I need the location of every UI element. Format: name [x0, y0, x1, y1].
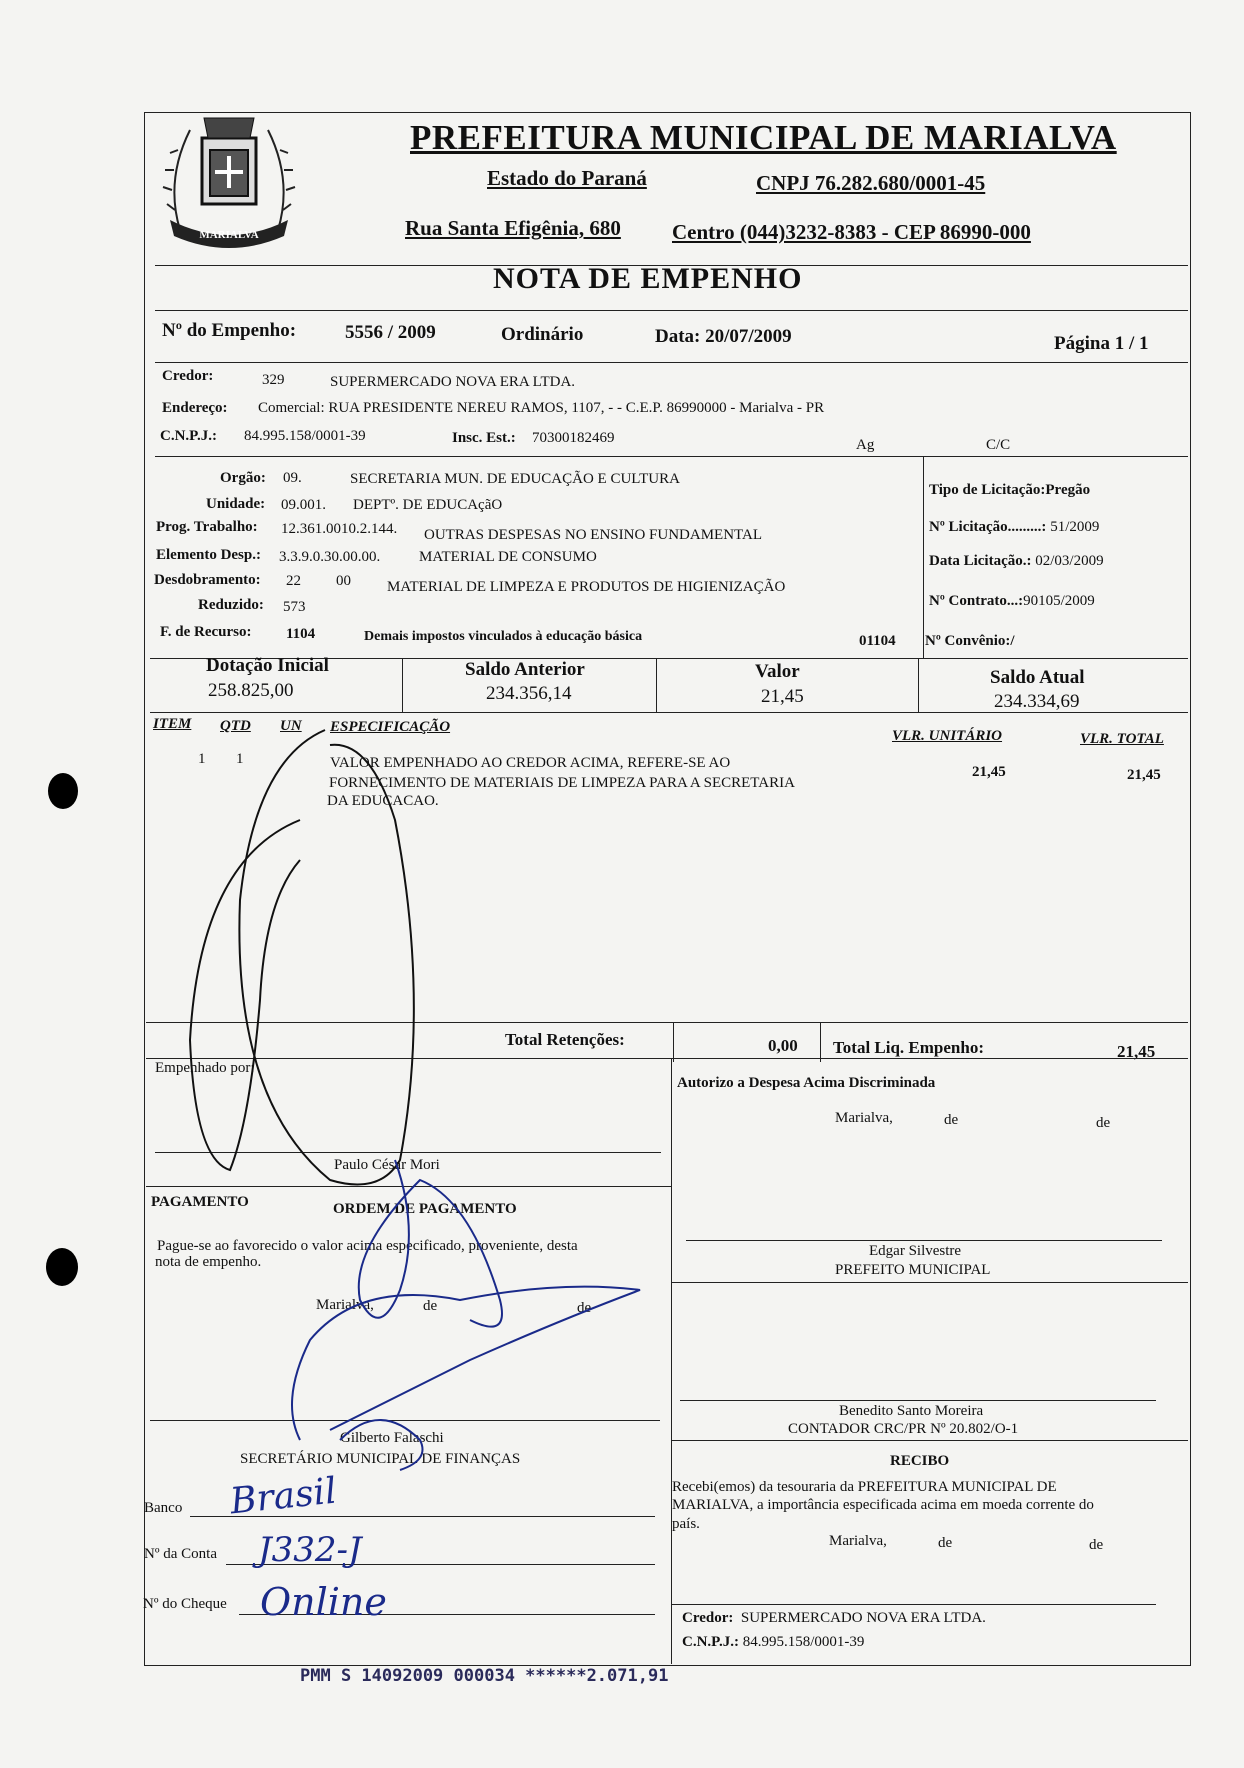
credor-label: Credor: [162, 368, 214, 384]
licitacao-tipo: Tipo de Licitação:Pregão [929, 482, 1091, 498]
page-title: PREFEITURA MUNICIPAL DE MARIALVA [410, 118, 1117, 157]
desdob-code: 22 [286, 573, 301, 589]
saldo-atual-value: 234.334,69 [994, 691, 1080, 712]
row-total: 21,45 [1127, 767, 1161, 783]
empenho-date: Data: 20/07/2009 [655, 326, 792, 347]
col-item: ITEM [153, 716, 192, 732]
prog-label: Prog. Trabalho: [156, 519, 258, 535]
header-address: Centro (044)3232-8383 - CEP 86990-000 [672, 220, 1031, 244]
liquido-value: 21,45 [1117, 1042, 1156, 1061]
cheque-handwriting: Online [260, 1580, 387, 1624]
row-desc-1: VALOR EMPENHADO AO CREDOR ACIMA, REFERE-SE AO [330, 755, 731, 771]
footer-code: PMM S 14092009 000034 ******2.071,91 [300, 1666, 669, 1686]
insc-value: 70300182469 [532, 430, 615, 446]
pagamento-de-1: de [423, 1298, 438, 1314]
col-un: UN [280, 718, 302, 734]
recibo-texto-2: MARIALVA, a importância especificada acima em moeda corrente do [672, 1497, 1094, 1513]
desdob-name: MATERIAL DE LIMPEZA E PRODUTOS DE HIGIENIZAÇÃO [387, 579, 786, 595]
autorizo-de-1: de [944, 1112, 959, 1128]
autorizo-title: Autorizo a Despesa Acima Discriminada [677, 1075, 936, 1091]
licitacao-convenio: Nº Convênio:/ [925, 633, 1015, 649]
col-vlr-total: VLR. TOTAL [1080, 731, 1164, 747]
autorizo-de-2: de [1096, 1115, 1111, 1131]
valor-label: Valor [755, 661, 800, 682]
dotacao-label: Dotação Inicial [206, 655, 329, 676]
header-cnpj: CNPJ 76.282.680/0001-45 [756, 171, 986, 195]
valor-value: 21,45 [761, 686, 804, 707]
pagamento-texto-1: Pague-se ao favorecido o valor acima especificado, proveniente, desta [157, 1238, 578, 1254]
insc-label: Insc. Est.: [452, 430, 516, 446]
recurso-name: Demais impostos vinculados à educação básica [364, 629, 643, 644]
recibo-cnpj-label: C.N.P.J.: [682, 1634, 739, 1650]
empenho-label: Nº do Empenho: [162, 320, 297, 341]
row-qtd: 1 [236, 751, 244, 767]
state-name: Estado do Paraná [487, 166, 647, 190]
col-espec: ESPECIFICAÇÃO [330, 719, 451, 735]
empenho-type: Ordinário [501, 324, 584, 345]
ag-label: Ag [856, 437, 875, 453]
empenho-number: 5556 / 2009 [345, 322, 436, 343]
cc-label: C/C [986, 437, 1011, 453]
recurso-num: 01104 [859, 633, 896, 649]
retencoes-value: 0,00 [768, 1036, 798, 1055]
credor-name: SUPERMERCADO NOVA ERA LTDA. [330, 374, 576, 390]
saldo-anterior-label: Saldo Anterior [465, 659, 585, 680]
recibo-credor-name: SUPERMERCADO NOVA ERA LTDA. [740, 1610, 986, 1626]
recurso-label: F. de Recurso: [160, 624, 252, 640]
recibo-texto-3: país. [672, 1516, 700, 1532]
orgao-name: SECRETARIA MUN. DE EDUCAÇÃO E CULTURA [350, 471, 680, 487]
empenhado-por-label: Empenhado por: [155, 1060, 255, 1076]
header-street: Rua Santa Efigênia, 680 [405, 216, 621, 240]
saldo-anterior-value: 234.356,14 [486, 683, 572, 704]
autorizo-local: Marialva, [835, 1110, 893, 1126]
licitacao-numero-label: Nº Licitação.........: [929, 519, 1047, 535]
row-item: 1 [198, 751, 206, 767]
orgao-code: 09. [283, 470, 302, 486]
document-title: NOTA DE EMPENHO [493, 262, 803, 295]
pagamento-texto-2: nota de empenho. [155, 1254, 262, 1270]
recibo-de-2: de [1089, 1537, 1104, 1553]
row-desc-3: DA EDUCACAO. [327, 793, 439, 809]
empenhado-por-nome: Paulo César Mori [334, 1157, 440, 1173]
recibo-title: RECIBO [890, 1453, 950, 1469]
conta-label: Nº da Conta [144, 1546, 217, 1562]
credor-cnpj: 84.995.158/0001-39 [244, 428, 366, 444]
recurso-code: 1104 [286, 626, 316, 642]
saldo-atual-label: Saldo Atual [990, 667, 1085, 688]
dotacao-value: 258.825,00 [208, 680, 294, 701]
recibo-texto-1: Recebi(emos) da tesouraria da PREFEITURA MUNICIPAL DE [672, 1479, 1057, 1495]
recibo-local: Marialva, [829, 1533, 887, 1549]
elemento-name: MATERIAL DE CONSUMO [419, 549, 597, 565]
ordem-pagamento: ORDEM DE PAGAMENTO [333, 1201, 517, 1217]
credor-code: 329 [262, 372, 285, 388]
row-unit: 21,45 [972, 764, 1006, 780]
unidade-code: 09.001. [281, 497, 326, 513]
banco-handwriting: Brasil [228, 1470, 339, 1523]
address-label: Endereço: [162, 400, 228, 416]
contrato-label: Nº Contrato...: [929, 593, 1024, 609]
empenho-page: Página 1 / 1 [1054, 333, 1149, 354]
recibo-credor-label: Credor: [682, 1610, 734, 1626]
cheque-label: Nº do Cheque [143, 1596, 227, 1612]
licitacao-data-label: Data Licitação.: [929, 553, 1032, 569]
retencoes-label: Total Retenções: [505, 1030, 625, 1049]
conta-handwriting: J332-J [258, 1530, 362, 1570]
recibo-cnpj-value: 84.995.158/0001-39 [742, 1634, 865, 1650]
orgao-label: Orgão: [220, 470, 266, 486]
licitacao-data-value: 02/03/2009 [1035, 553, 1104, 569]
pagamento-de-2: de [577, 1300, 592, 1316]
pagamento-label: PAGAMENTO [151, 1194, 249, 1210]
licitacao-numero-value: 51/2009 [1050, 519, 1100, 535]
banco-label: Banco [144, 1500, 183, 1516]
credor-address: Comercial: RUA PRESIDENTE NEREU RAMOS, 1107, - - C.E.P. 86990000 - Marialva - PR [258, 400, 825, 416]
elemento-code: 3.3.9.0.30.00.00. [279, 549, 381, 565]
pagamento-local: Marialva, [316, 1297, 374, 1313]
desdob-label: Desdobramento: [154, 572, 261, 588]
liquido-label: Total Liq. Empenho: [833, 1038, 984, 1057]
reduzido-value: 573 [283, 599, 306, 615]
elemento-label: Elemento Desp.: [156, 547, 261, 563]
prog-code: 12.361.0010.2.144. [281, 521, 398, 537]
prefeito-cargo: PREFEITO MUNICIPAL [835, 1262, 991, 1278]
seal-text: MARIALVA [199, 229, 259, 241]
col-qtd: QTD [220, 718, 251, 734]
contador-cargo: CONTADOR CRC/PR Nº 20.802/O-1 [788, 1421, 1019, 1437]
reduzido-label: Reduzido: [198, 597, 264, 613]
secretario-cargo: SECRETÁRIO MUNICIPAL DE FINANÇAS [240, 1451, 521, 1467]
unidade-label: Unidade: [206, 496, 266, 512]
credor-cnpj-label: C.N.P.J.: [160, 428, 217, 444]
prefeito-nome: Edgar Silvestre [869, 1243, 962, 1259]
unidade-name: DEPTº. DE EDUCAçãO [353, 497, 503, 513]
contador-nome: Benedito Santo Moreira [839, 1403, 984, 1419]
secretario-nome: Gilberto Falaschi [340, 1430, 444, 1446]
col-vlr-unit: VLR. UNITÁRIO [892, 728, 1003, 744]
prog-name: OUTRAS DESPESAS NO ENSINO FUNDAMENTAL [424, 527, 762, 543]
desdob-sub: 00 [336, 573, 351, 589]
row-desc-2: FORNECIMENTO DE MATERIAIS DE LIMPEZA PARA A SECRETARIA [329, 775, 795, 791]
recibo-de-1: de [938, 1535, 953, 1551]
contrato-value: 90105/2009 [1023, 593, 1095, 609]
